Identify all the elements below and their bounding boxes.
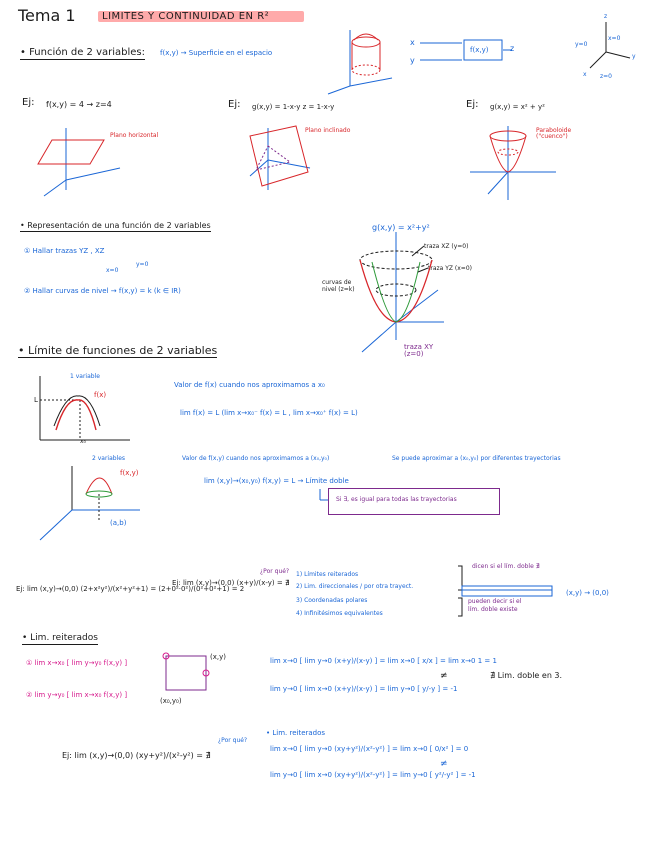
label-curvas-nivel: curvas de nivel (z=k)	[322, 279, 355, 293]
limit-text-2: Valor de f(x,y) cuando nos aproximamos a (x₀,y₀)	[182, 455, 330, 462]
diagram-input-y: y	[410, 56, 415, 65]
paraboloid-small-sketch	[470, 126, 556, 200]
representation-heading: • Representación de una función de 2 variables	[20, 221, 211, 230]
arrow-target: (x,y) → (0,0)	[566, 589, 609, 597]
method-3: 3) Coordenadas polares	[296, 597, 368, 604]
example-limit-1: Ej: lim (x,y)→(0,0) (2+x²y²)/(x²+y²+1) = (2+0²·0²)/(0²+0²+1) = 2	[16, 585, 245, 593]
one-variable-label: 1 variable	[70, 373, 100, 380]
reiterated-b: ② lim y→y₀ [ lim x→x₀ f(x,y) ]	[26, 691, 128, 699]
example-limit-3-note: ¿Por qué?	[218, 737, 248, 744]
methods-note-2: pueden decir si el lím. doble existe	[468, 598, 522, 613]
function-formula: f(x,y) → Superficie en el espacio	[160, 49, 273, 57]
inclined-plane-sketch	[250, 126, 310, 190]
label-traza-yz: traza YZ (x=0)	[428, 265, 472, 272]
graph1-L: L	[34, 396, 38, 404]
example1-note: Plano horizontal	[110, 132, 159, 139]
diagram-box-label: f(x,y)	[470, 46, 489, 54]
step1-sub-y0: y=0	[136, 261, 149, 268]
graph2-fxy: f(x,y)	[120, 469, 139, 477]
reiterated-calc-4: lim y→0 [ lim x→0 (xy+y²)/(x²-y²) ] = lim y→0 [ y²/-y² ] = -1	[270, 771, 476, 779]
corner-x0y0: (x₀,y₀)	[160, 697, 182, 705]
reiterated-subheading: • Lim. reiterados	[266, 729, 326, 737]
paraboloid-formula: g(x,y) = x²+y²	[372, 223, 430, 232]
limit-formula-1: lim f(x) = L (lim x→x₀⁻ f(x) = L , lim x→x₀⁺ f(x) = L)	[180, 409, 358, 417]
axes-x0-label: x=0	[608, 35, 621, 42]
corner-xy: (x,y)	[210, 653, 226, 661]
label-traza-xz: traza XZ (y=0)	[424, 243, 469, 250]
example2-formula: g(x,y) = 1-x-y z = 1-x-y	[252, 103, 335, 111]
title-topic: LIMITES Y CONTINUIDAD EN R²	[102, 11, 270, 22]
two-variables-label: 2 variables	[92, 455, 126, 462]
reiterated-square	[163, 653, 209, 690]
limit-text-2b: Se puede aproximar a (x₀,y₀) por diferentes trayectorias	[392, 455, 561, 462]
step1-sub-x0: x=0	[106, 267, 119, 274]
method-2: 2) Lim. direccionales / por otra trayect.	[296, 583, 414, 590]
example-limit-2-note: ¿Por qué?	[260, 568, 290, 575]
axes-y-label: y	[632, 53, 636, 60]
limit-text-1: Valor de f(x) cuando nos aproximamos a x₀	[174, 381, 325, 389]
reiterated-a: ① lim x→x₀ [ lim y→y₀ f(x,y) ]	[26, 659, 128, 667]
condition-text: Si ∃, es igual para todas las trayectorias	[336, 496, 457, 503]
diagram-output-z: z	[510, 44, 515, 53]
graph1-x0: x₀	[80, 438, 86, 445]
function-heading: • Función de 2 variables:	[20, 47, 146, 58]
reiterated-conclusion: ∄ Lim. doble en 3.	[490, 671, 563, 680]
limits-heading: • Límite de funciones de 2 variables	[18, 344, 218, 357]
graph1-fx: f(x)	[94, 391, 107, 399]
example3-note: Paraboloide ("cuenco")	[536, 127, 572, 140]
reiterated-heading: • Lim. reiterados	[22, 633, 98, 643]
example3-label: Ej:	[466, 99, 479, 110]
example1-label: Ej:	[22, 97, 35, 108]
reiterated-calc-2: lim y→0 [ lim x→0 (x+y)/(x-y) ] = lim y→0 [ y/-y ] = -1	[270, 685, 458, 693]
step1-text: ① Hallar trazas YZ , XZ	[24, 247, 105, 255]
neq-1: ≠	[440, 671, 448, 681]
method-4: 4) Infinitésimos equivalentes	[296, 610, 383, 617]
methods-brackets	[458, 566, 552, 616]
function-diagram	[420, 40, 515, 60]
example-limit-3: Ej: lim (x,y)→(0,0) (xy+y²)/(x²-y²) = ∄	[62, 751, 211, 760]
method-1: 1) Límites reiterados	[296, 571, 359, 578]
corner-axes	[590, 22, 630, 68]
neq-2: ≠	[440, 759, 448, 769]
example1-formula: f(x,y) = 4 → z=4	[46, 100, 112, 109]
example2-note: Plano inclinado	[305, 127, 351, 134]
horizontal-plane-sketch	[38, 128, 120, 196]
axes-y0-label: y=0	[575, 41, 588, 48]
example-limit-2: Ej: lim (x,y)→(0,0) (x+y)/(x-y) = ∄	[172, 579, 290, 587]
graph2-ab: (a,b)	[110, 519, 127, 527]
axes-z0-label: z=0	[600, 73, 612, 80]
diagram-input-x: x	[410, 38, 415, 47]
limit-arrows	[320, 489, 328, 500]
step2-text: ② Hallar curvas de nivel → f(x,y) = k (k ∈ IR)	[24, 287, 181, 295]
methods-note-1: dicen si el lím. doble ∄	[472, 563, 540, 570]
axes-x-label: x	[583, 71, 587, 78]
paraboloid-large-sketch	[360, 232, 444, 352]
example3-formula: g(x,y) = x² + y²	[490, 103, 545, 111]
title-tema: Tema 1	[18, 6, 76, 25]
one-variable-graph	[40, 373, 130, 440]
label-traza-xy: traza XY (z=0)	[404, 343, 434, 358]
example2-label: Ej:	[228, 99, 241, 110]
limit-formula-2: lim (x,y)→(x₀,y₀) f(x,y) = L → Límite doble	[204, 477, 349, 485]
reiterated-calc-1: lim x→0 [ lim y→0 (x+y)/(x-y) ] = lim x→0 [ x/x ] = lim x→0 1 = 1	[270, 657, 497, 665]
two-variable-graph	[40, 466, 140, 540]
cylinder-sketch	[328, 30, 392, 94]
reiterated-calc-3: lim x→0 [ lim y→0 (xy+y²)/(x²-y²) ] = lim x→0 [ 0/x² ] = 0	[270, 745, 469, 753]
axes-z-label: z	[604, 13, 608, 20]
